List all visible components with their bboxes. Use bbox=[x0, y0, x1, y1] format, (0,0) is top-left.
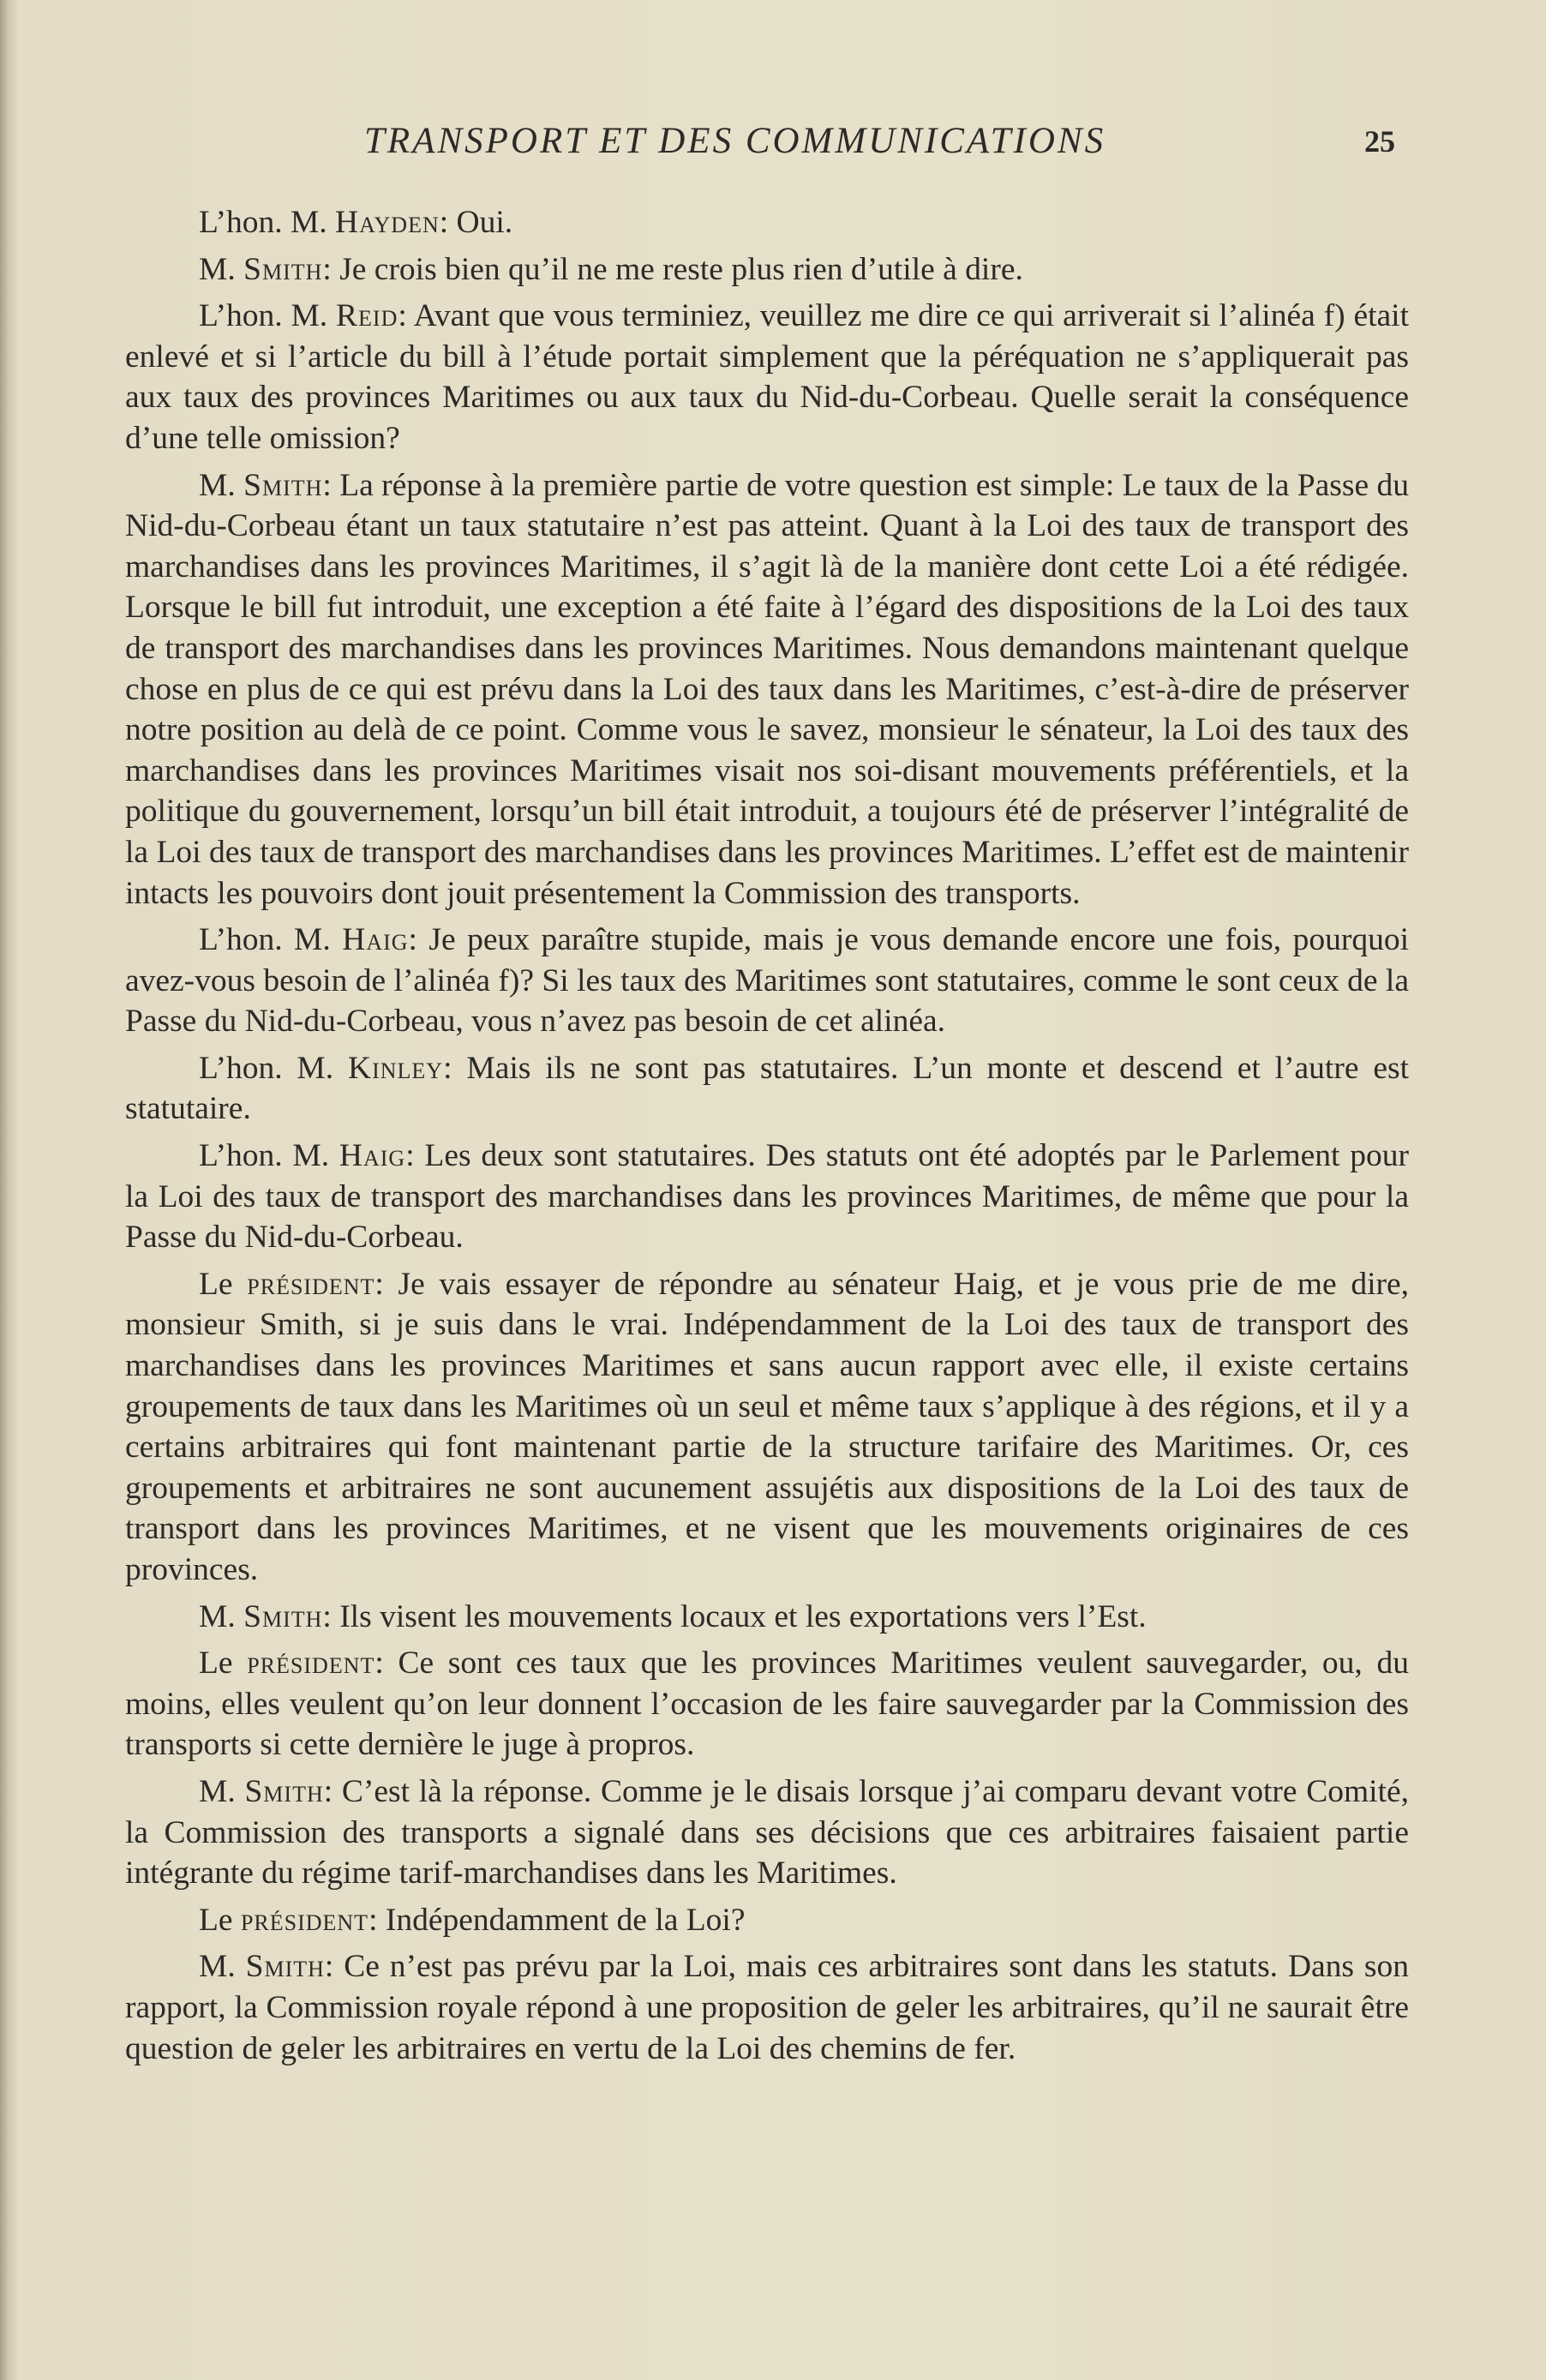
speaker-title: L’hon. M. bbox=[199, 1050, 349, 1086]
paragraph: L’hon. M. Kinley: Mais ils ne sont pas statutaires. L’un monte et descend et l’autre est statutaire. bbox=[125, 1050, 1409, 1127]
speaker-name: Smith bbox=[245, 1949, 325, 1985]
paragraph: L’hon. M. Hayden: Oui. bbox=[199, 205, 513, 240]
speaker-title: M. bbox=[199, 1949, 246, 1985]
speaker-name: Smith bbox=[243, 467, 323, 503]
speaker-name: président bbox=[247, 1266, 375, 1302]
speaker-title: Le bbox=[199, 1646, 248, 1682]
speaker-title: Le bbox=[199, 1266, 248, 1302]
paragraph-text: Indépendamment de la Loi? bbox=[385, 1902, 746, 1938]
speaker-title: M. bbox=[199, 467, 244, 503]
speaker-name: Hayden bbox=[335, 205, 440, 240]
paragraph: L’hon. M. Reid: Avant que vous terminiez, veuillez me dire ce qui arriverait si l’alinéa f) était enlevé et si l’article du bill à l’étude portait simplement que la péréquation ne s’appliquerait pas aux taux des provinces Maritimes ou aux taux du Nid-du-Corbeau. Quelle serait la conséquence d’une telle omission? bbox=[125, 298, 1409, 456]
paragraph: L’hon. M. Haig: Je peux paraître stupide, mais je vous demande encore une fois, pourquoi avez-vous besoin de l’alinéa f)? Si les taux des Maritimes sont statutaires, comme le sont ceux de la Passe du Nid-du-Corbeau, vous n’avez pas besoin de cet alinéa. bbox=[125, 922, 1410, 1040]
paragraph-text: Avant que vous terminiez, veuillez me dire ce qui arriverait si l’alinéa f) était enlevé et si l’article du bill à l’étude portait simplement que la péréquation ne s’appliquerait pas aux taux des provinces Maritimes ou aux taux du Nid-du-Corbeau. Quelle serait la conséquence d’une telle omission? bbox=[125, 298, 1409, 456]
speaker-title: L’hon. M. bbox=[199, 1138, 339, 1174]
page-header bbox=[0, 120, 1546, 171]
page-number: 25 bbox=[1364, 124, 1395, 159]
speaker-title: L’hon. M. bbox=[199, 298, 337, 334]
transcript-body bbox=[125, 202, 1409, 2075]
speaker-title: M. bbox=[199, 1773, 245, 1809]
paragraph: Le président: Indépendamment de la Loi? bbox=[199, 1902, 746, 1938]
speaker-name: Haig bbox=[339, 1138, 406, 1174]
paragraph: Le président: Je vais essayer de répondre au sénateur Haig, et je vous prie de me dire, monsieur Smith, si je suis dans le vrai. Indépendamment de la Loi des taux de transport des marchandises dans les provinces Maritimes et sans aucun rapport avec elle, il existe certains groupements de taux dans les Maritimes où un seul et même taux s’applique à des régions, et il y a certains arbitraires qui font maintenant partie de la structure tarifaire des Maritimes. Or, ces groupements et arbitraires ne sont aucunement assujétis aux dispositions de la Loi des taux de transport dans les provinces Maritimes, et ne visent que les mouvements originaires de ces provinces. bbox=[125, 1266, 1409, 1587]
speaker-name: Haig bbox=[342, 922, 409, 958]
paragraph-text: Mais ils ne sont pas statutaires. L’un monte et descend et l’autre est statutaire. bbox=[125, 1050, 1409, 1127]
paragraph-text: Oui. bbox=[456, 205, 513, 240]
paragraph-text: Je crois bien qu’il ne me reste plus rien d’utile à dire. bbox=[339, 251, 1023, 287]
paragraph-text: Je vais essayer de répondre au sénateur Haig, et je vous prie de me dire, monsieur Smith, si je suis dans le vrai. Indépendamment de la Loi des taux de transport des marchandises dans les provinces Maritimes et sans aucun rapport avec elle, il existe certains groupements de taux dans les Maritimes où un seul et même taux s’applique à des régions, et il y a certains arbitraires qui font maintenant partie de la structure tarifaire des Maritimes. Or, ces groupements et arbitraires ne sont aucunement assujétis aux dispositions de la Loi des taux de transport dans les provinces Maritimes, et ne visent que les mouvements originaires de ces provinces. bbox=[125, 1266, 1409, 1587]
paragraph-text: Ce n’est pas prévu par la Loi, mais ces arbitraires sont dans les statuts. Dans son rapport, la Commission royale répond à une proposition de geler les arbitraires, qu’il ne saurait être question de geler les arbitraires en vertu de la Loi des chemins de fer. bbox=[125, 1949, 1410, 2066]
paragraph-text: Les deux sont statutaires. Des statuts ont été adoptés par le Parlement pour la Loi des taux de transport des marchandises dans les provinces Maritimes, de même que pour la Passe du Nid-du-Corbeau. bbox=[125, 1138, 1410, 1256]
speaker-name: Reid bbox=[336, 298, 398, 334]
speaker-title: Le bbox=[199, 1902, 241, 1938]
paragraph: M. Smith: Ce n’est pas prévu par la Loi, mais ces arbitraires sont dans les statuts. Dans son rapport, la Commission royale répond à une proposition de geler les arbitraires, qu’il ne saurait être question de geler les arbitraires en vertu de la Loi des chemins de fer. bbox=[125, 1949, 1410, 2066]
paragraph: M. Smith: Ils visent les mouvements locaux et les exportations vers l’Est. bbox=[199, 1598, 1147, 1634]
paragraph-text: Ils visent les mouvements locaux et les exportations vers l’Est. bbox=[339, 1598, 1147, 1634]
speaker-title: L’hon. M. bbox=[199, 922, 343, 958]
speaker-name: président bbox=[240, 1902, 369, 1938]
paragraph: L’hon. M. Haig: Les deux sont statutaires. Des statuts ont été adoptés par le Parlement pour la Loi des taux de transport des marchandises dans les provinces Maritimes, de même que pour la Passe du Nid-du-Corbeau. bbox=[125, 1138, 1410, 1256]
paragraph-text: Je peux paraître stupide, mais je vous demande encore une fois, pourquoi avez-vous besoin de l’alinéa f)? Si les taux des Maritimes sont statutaires, comme le sont ceux de la Passe du Nid-du-Corbeau, vous n’avez pas besoin de cet alinéa. bbox=[125, 922, 1410, 1040]
paragraph: Le président: Ce sont ces taux que les provinces Maritimes veulent sauvegarder, ou, du moins, elles veulent qu’on leur donnent l’occasion de les faire sauvegarder par la Commission des transports si cette dernière le juge à propros. bbox=[125, 1646, 1409, 1763]
speaker-name: Smith bbox=[244, 1773, 324, 1809]
speaker-title: L’hon. M. bbox=[199, 205, 336, 240]
paragraph: M. Smith: Je crois bien qu’il ne me reste plus rien d’utile à dire. bbox=[199, 251, 1023, 287]
running-title: TRANSPORT ET DES COMMUNICATIONS bbox=[364, 121, 1106, 161]
speaker-name: Smith bbox=[243, 1598, 323, 1634]
speaker-name: Smith bbox=[243, 251, 323, 287]
paragraph: M. Smith: La réponse à la première partie de votre question est simple: Le taux de la Passe du Nid-du-Corbeau étant un taux statutaire n’est pas atteint. Quant à la Loi des taux de transport des marchandises dans les provinces Maritimes, il s’agit là de la manière dont cette Loi a été rédigée. Lorsque le bill fut introduit, une exception a été faite à l’égard des dispositions de la Loi des taux de transport des marchandises dans les provinces Maritimes. Nous demandons maintenant quelque chose en plus de ce qui est prévu dans la Loi des taux dans les Maritimes, c’est-à-dire de préserver notre position au delà de ce point. Comme vous le savez, monsieur le sénateur, la Loi des taux des marchandises dans les provinces Maritimes visait nos soi-disant mouvements préférentiels, et la politique du gouvernement, lorsqu’un bill était introduit, a toujours été de préserver l’intégralité de la Loi des taux de transport des marchandises dans les provinces Maritimes. L’effet est de maintenir intacts les pouvoirs dont jouit présentement la Commission des transports. bbox=[125, 467, 1410, 911]
paragraph-text: Ce sont ces taux que les provinces Maritimes veulent sauvegarder, ou, du moins, elles veulent qu’on leur donnent l’occasion de les faire sauvegarder par la Commission des transports si cette dernière le juge à propros. bbox=[125, 1646, 1409, 1763]
speaker-title: M. bbox=[199, 251, 244, 287]
paragraph-text: La réponse à la première partie de votre question est simple: Le taux de la Passe du Nid-du-Corbeau étant un taux statutaire n’est pas atteint. Quant à la Loi des taux de transport des marchandises dans les provinces Maritimes, il s’agit là de la manière dont cette Loi a été rédigée. Lorsque le bill fut introduit, une exception a été faite à l’égard des dispositions de la Loi des taux de transport des marchandises dans les provinces Maritimes. Nous demandons maintenant quelque chose en plus de ce qui est prévu dans la Loi des taux dans les Maritimes, c’est-à-dire de préserver notre position au delà de ce point. Comme vous le savez, monsieur le sénateur, la Loi des taux des marchandises dans les provinces Maritimes visait nos soi-disant mouvements préférentiels, et la politique du gouvernement, lorsqu’un bill était introduit, a toujours été de préserver l’intégralité de la Loi des taux de transport des marchandises dans les provinces Maritimes. L’effet est de maintenir intacts les pouvoirs dont jouit présentement la Commission des transports. bbox=[125, 467, 1410, 911]
speaker-name: Kinley bbox=[348, 1050, 444, 1086]
paragraph-text: C’est là la réponse. Comme je le disais lorsque j’ai comparu devant votre Comité, la Commission des transports a signalé dans ses décisions que ces arbitraires faisaient partie intégrante du régime tarif-marchandises dans les Maritimes. bbox=[125, 1773, 1410, 1891]
paragraph: M. Smith: C’est là la réponse. Comme je le disais lorsque j’ai comparu devant votre Comité, la Commission des transports a signalé dans ses décisions que ces arbitraires faisaient partie intégrante du régime tarif-marchandises dans les Maritimes. bbox=[125, 1773, 1410, 1891]
speaker-title: M. bbox=[199, 1598, 244, 1634]
speaker-name: président bbox=[247, 1646, 375, 1682]
